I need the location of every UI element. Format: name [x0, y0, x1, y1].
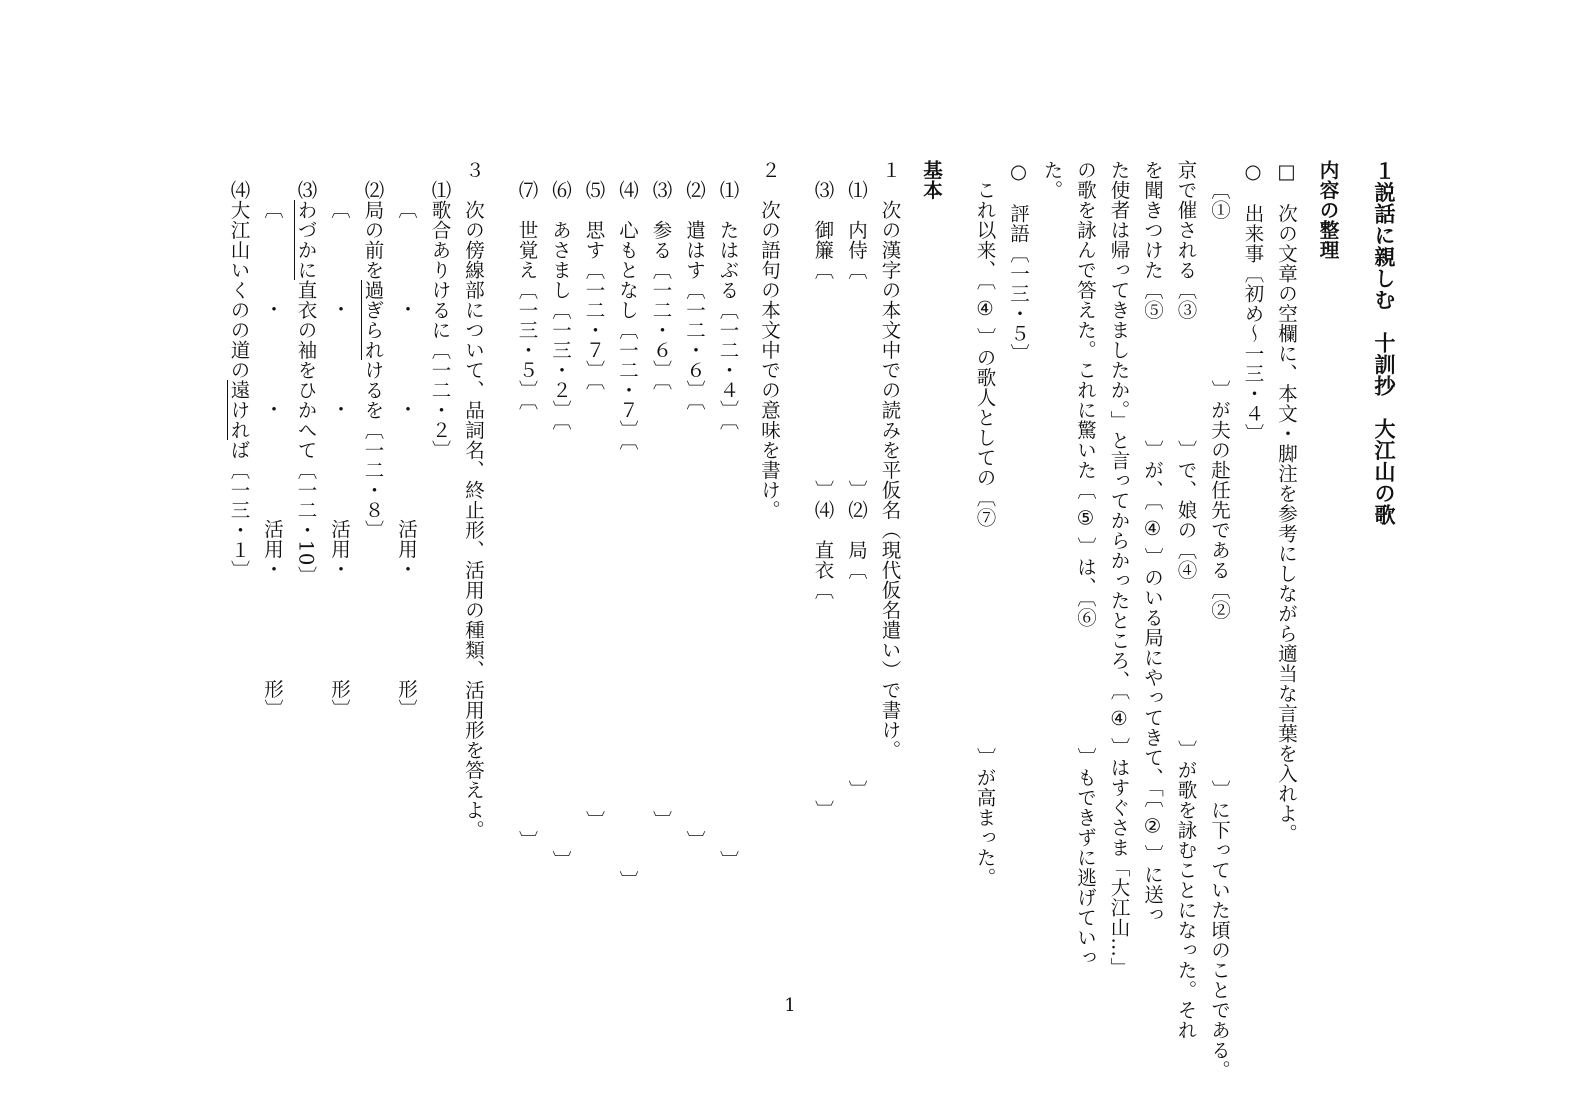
item-text: 局の前を — [361, 199, 385, 280]
item-number: ⑷ — [227, 179, 251, 200]
summary-line: 〔① 〕が夫の赴任先である〔② 〕に下っていた頃のことである。 — [1208, 179, 1231, 1080]
item-number: ⑴ — [428, 179, 452, 200]
item-text: けるを〔一二・８〕 — [361, 359, 385, 540]
question-3-prompt: ３ 次の傍線部について、品詞名、終止形、活用の種類、活用形を答えよ。 — [462, 160, 485, 840]
item-text: 大江山いくのの道の — [227, 199, 251, 380]
question-3-item — [356, 160, 390, 850]
question-2-item: ⑸ 思す〔一二・７〕〔 〕 — [582, 179, 606, 830]
question-2-prompt: ２ 次の語句の本文中での意味を書け。 — [758, 160, 781, 520]
summary-line: の歌を詠んで答えた。これに驚いた〔 ⑤ 〕は、〔⑥ 〕もできずに逃げていっ — [1074, 160, 1097, 968]
page-number: 1 — [784, 995, 796, 1016]
content-instruction: □ 次の文章の空欄に、本文・脚注を参考にしながら適当な言葉を入れよ。 — [1275, 160, 1298, 844]
question-1-row: ⑶ 御簾〔 〕⑷ 直衣〔 〕 — [811, 179, 835, 820]
answer-blank: 〔 ・ ・ 活用・ 形〕 — [395, 199, 418, 719]
question-3-item — [289, 160, 323, 850]
worksheet-title: １説話に親しむ 十訓抄 大江山の歌 — [1372, 160, 1396, 526]
question-1-prompt: １ 次の漢字の本文中での読みを平仮名（現代仮名遣い）で書け。 — [878, 160, 902, 760]
question-2-item: ⑹ あさまし〔一三・２〕〔 〕 — [549, 179, 572, 870]
underlined-word: 遠けれ — [227, 379, 251, 440]
item-text: ば〔一三・１〕 — [227, 439, 251, 580]
review-heading: ○ 評語〔一三・５〕 — [1007, 160, 1030, 364]
events-heading: ○ 出来事〔初め〜一三・４〕 — [1241, 160, 1265, 444]
answer-blank: 〔 ・ ・ 活用・ 形〕 — [328, 199, 351, 719]
question-1-row: ⑴ 内侍〔 〕⑵ 局〔 〕 — [845, 179, 868, 800]
worksheet — [222, 160, 1400, 1080]
item-text: 直衣の袖をひかへて〔一二・10〕 — [294, 279, 318, 586]
review-text: これ以来、〔 ④ 〕の歌人としての〔⑦ 〕が高まった。 — [973, 179, 997, 887]
item-number: ⑵ — [361, 179, 385, 200]
summary-line: た使者は帰ってきましたか。」と言ってからかったところ、〔 ④ 〕はすぐさま「大江山…」 — [1107, 160, 1131, 978]
summary-line: 京で催される〔③ 〕で、娘の〔④ 〕が歌を詠むことになった。それ — [1174, 160, 1198, 1040]
question-2-item: ⑶ 参る〔一二・６〕〔 〕 — [649, 179, 673, 830]
summary-line: た。 — [1040, 160, 1064, 200]
question-2-item: ⑴ たはぶる〔一二・４〕〔 〕 — [716, 179, 740, 870]
summary-line: を聞きつけた〔⑤ 〕が、〔 ④ 〕のいる局にやってきて、「〔 ② 〕に送っ — [1141, 160, 1164, 925]
section-heading-content: 内容の整理 — [1316, 160, 1340, 260]
question-3-item — [423, 160, 457, 850]
item-number: ⑶ — [294, 179, 318, 200]
underlined-word: 過ぎられ — [361, 279, 385, 360]
item-text: 歌合ありけるに〔一二・２〕 — [428, 199, 452, 460]
answer-blank: 〔 ・ ・ 活用・ 形〕 — [261, 199, 284, 719]
underlined-word: わづかに — [294, 199, 318, 280]
question-2-item: ⑵ 遣はす〔一二・６〕〔 〕 — [683, 179, 706, 850]
question-2-item: ⑷ 心もとなし〔一二・７〕〔 〕 — [616, 179, 639, 890]
question-3-item — [222, 160, 256, 850]
question-2-item: ⑺ 世覚え〔一三・５〕〔 〕 — [515, 179, 539, 850]
section-heading-basic: 基本 — [920, 160, 943, 200]
